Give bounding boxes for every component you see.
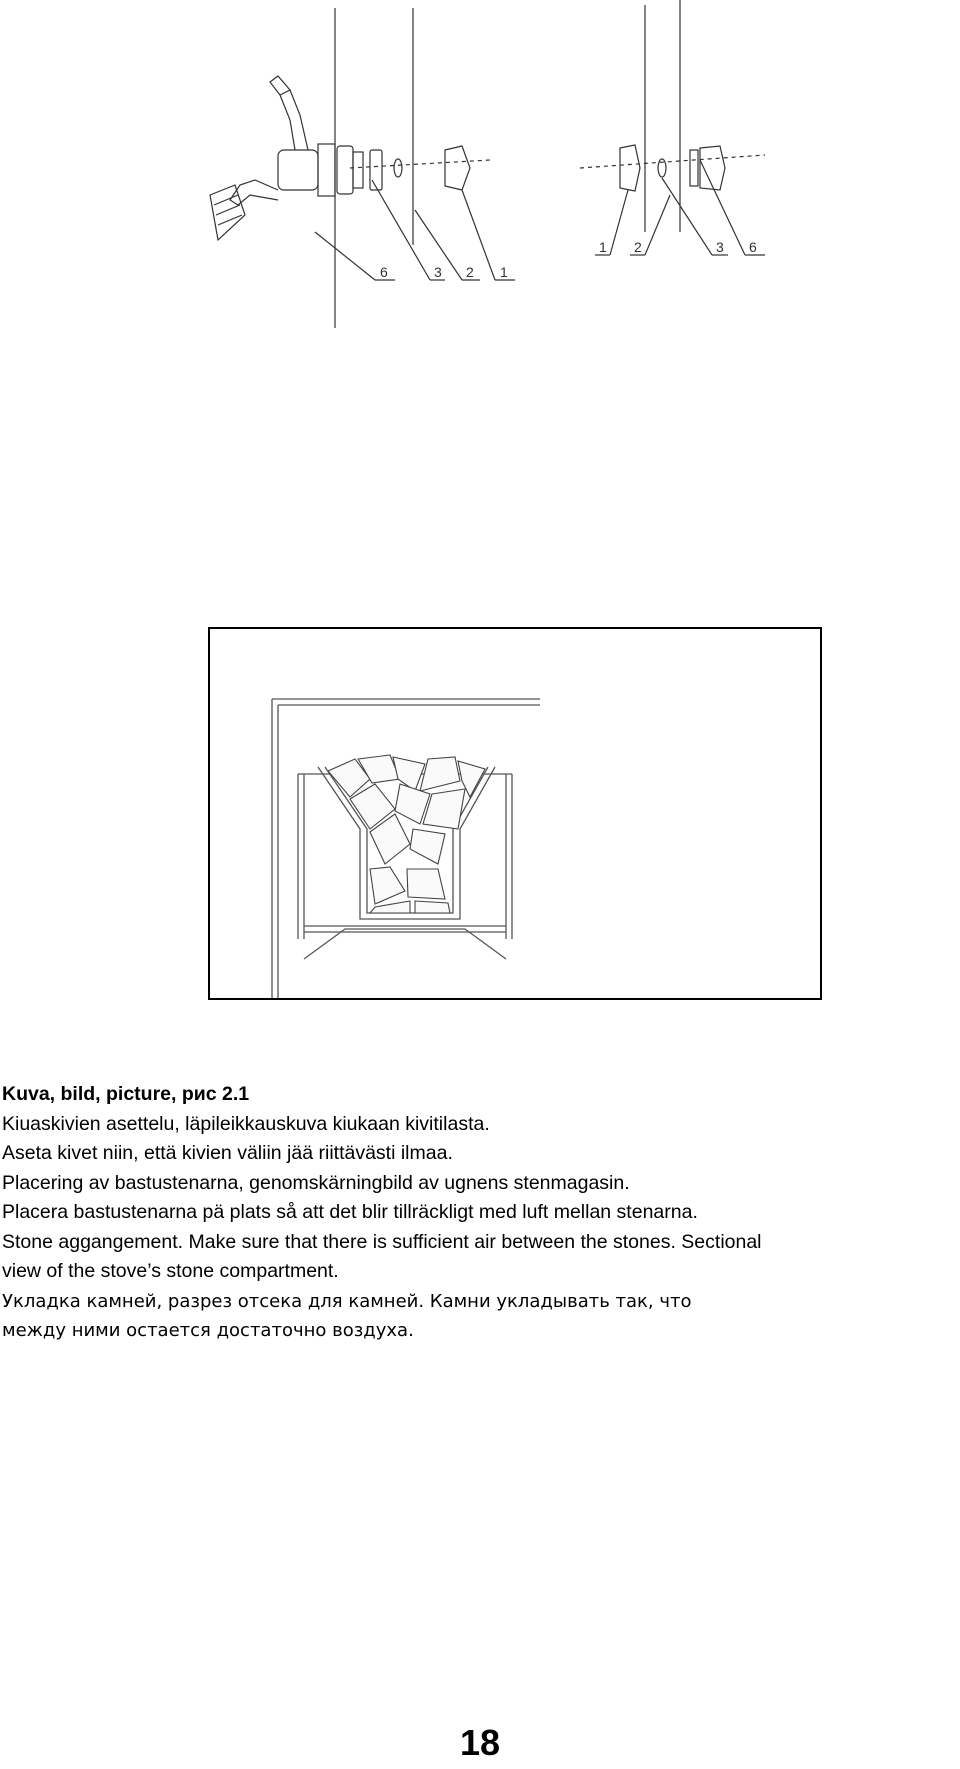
callout-label: 2 [634,239,642,255]
callout-label: 6 [380,264,388,280]
callout-label: 6 [749,239,757,255]
caption-line: между ними остается достаточно воздуха. [2,1320,414,1341]
tap-assembly-figure [200,0,800,330]
callout-label: 2 [466,264,474,280]
figure-caption [2,1080,958,1346]
caption-line: Укладка камней, разрез отсека для камней. Камни укладывать так, что [2,1290,692,1312]
callout-label: 1 [500,264,508,280]
caption-line: Placering av bastustenarna, genomskärningbild av ugnens stenmagasin. [2,1171,630,1194]
caption-line: Placera bastustenarna pä plats så att det blir tillräckligt med luft mellan stenarna. [2,1201,698,1223]
callout-label: 3 [716,239,724,255]
stone-section-drawing [210,629,820,998]
caption-title: Kuva, bild, picture, рис 2.1 [2,1083,250,1105]
caption-line: Kiuaskivien asettelu, läpileikkauskuva kiukaan kivitilasta. [2,1112,490,1135]
callout-label: 1 [599,239,607,255]
stone-compartment-figure [208,627,822,1000]
callout-label: 3 [434,264,442,280]
caption-line: view of the stove’s stone compartment. [2,1260,339,1282]
caption-line: Stone aggangement. Make sure that there is sufficient air between the stones. Sectional [2,1230,762,1253]
caption-line: Aseta kivet niin, että kivien väliin jää riittävästi ilmaa. [2,1142,453,1164]
page-number: 18 [459,1722,501,1763]
